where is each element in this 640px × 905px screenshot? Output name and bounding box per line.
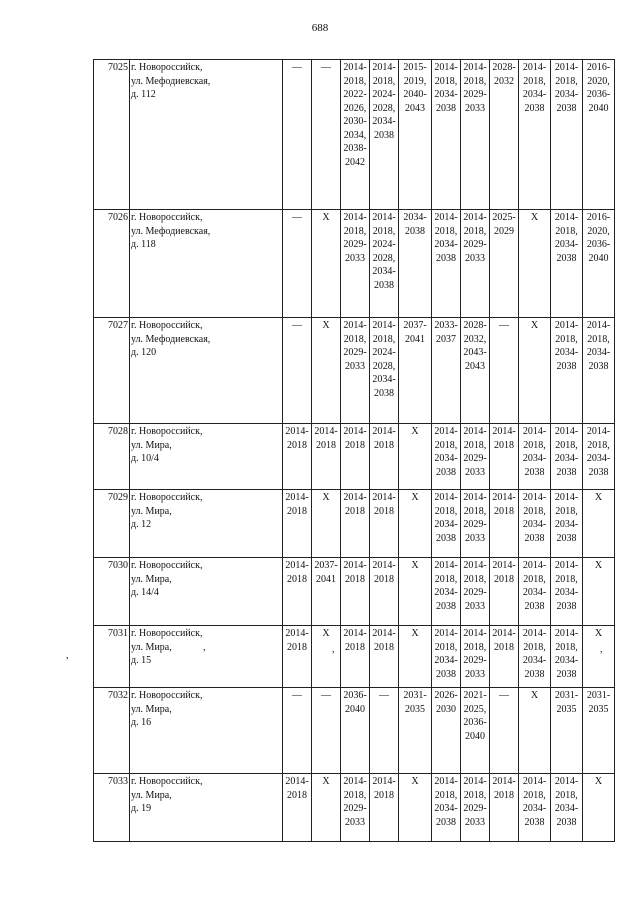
repair-period-cell: —	[283, 688, 312, 774]
repair-period-cell: Х	[399, 774, 432, 842]
repair-period-cell: 2014- 2018	[490, 490, 519, 558]
repair-period-cell: —	[283, 60, 312, 210]
repair-period-cell: 2025- 2029	[490, 210, 519, 318]
address-comma-mark: ,	[203, 642, 206, 653]
repair-period-cell: 2016- 2020, 2036- 2040	[583, 60, 615, 210]
repair-period-cell: 2014- 2018, 2034- 2038	[583, 318, 615, 424]
repair-period-cell: 2014- 2018, 2029- 2033	[341, 210, 370, 318]
table-row	[94, 60, 615, 210]
repair-period-cell: 2026- 2030	[432, 688, 461, 774]
repair-period-cell: 2014- 2018	[490, 558, 519, 626]
repair-period-cell: Х	[583, 774, 615, 842]
row-number: 7032	[94, 688, 130, 774]
row-number: 7028	[94, 424, 130, 490]
repair-period-cell: 2014- 2018, 2034- 2038	[551, 558, 583, 626]
repair-period-cell: 2014- 2018, 2034- 2038	[551, 318, 583, 424]
repair-period-cell: 2014- 2018, 2034- 2038	[432, 60, 461, 210]
repair-period-cell: Х	[519, 318, 551, 424]
repair-period-cell: 2014- 2018, 2029- 2033	[341, 318, 370, 424]
address-cell: г. Новороссийск, ул. Мира, д. 19	[130, 774, 283, 842]
repair-period-cell: 2014- 2018, 2034- 2038	[551, 60, 583, 210]
repair-period-cell: 2028- 2032	[490, 60, 519, 210]
repair-period-cell: 2014- 2018, 2024- 2028, 2034- 2038	[370, 60, 399, 210]
repair-period-cell: 2014- 2018, 2022- 2026, 2030- 2034, 2038- 2042	[341, 60, 370, 210]
repair-period-cell: 2014- 2018, 2034- 2038	[432, 490, 461, 558]
table-row	[94, 626, 615, 688]
cell-comma-mark: ,	[332, 644, 335, 655]
repair-period-cell: 2014- 2018, 2034- 2038	[551, 490, 583, 558]
repair-period-cell: Х	[399, 424, 432, 490]
repair-period-cell: 2014- 2018, 2024- 2028, 2034- 2038	[370, 318, 399, 424]
repair-period-cell: 2014- 2018, 2034- 2038	[519, 774, 551, 842]
repair-period-cell: —	[283, 210, 312, 318]
address-cell: г. Новороссийск, ул. Мира, д. 12	[130, 490, 283, 558]
repair-period-cell: 2014- 2018	[370, 626, 399, 688]
repair-period-cell: 2031- 2035	[399, 688, 432, 774]
repair-period-cell: 2014- 2018, 2034- 2038	[519, 60, 551, 210]
repair-period-cell: 2014- 2018, 2034- 2038	[519, 424, 551, 490]
table-row	[94, 210, 615, 318]
repair-period-cell: —	[312, 688, 341, 774]
repair-period-cell: Х	[399, 490, 432, 558]
repair-period-cell: 2014- 2018, 2034- 2038	[519, 490, 551, 558]
table-row	[94, 774, 615, 842]
row-number: 7027	[94, 318, 130, 424]
repair-period-cell: 2014- 2018	[283, 558, 312, 626]
table-row	[94, 490, 615, 558]
repair-period-cell: 2014- 2018, 2034- 2038	[551, 774, 583, 842]
repair-period-cell: —	[490, 318, 519, 424]
address-cell: г. Новороссийск, ул. Мира, д. 10/4	[130, 424, 283, 490]
address-cell: г. Новороссийск, ул. Мефодиевская, д. 112	[130, 60, 283, 210]
repair-period-cell: 2014- 2018, 2034- 2038	[551, 210, 583, 318]
repair-period-cell: 2014- 2018, 2034- 2038	[432, 626, 461, 688]
repair-period-cell: Х	[519, 688, 551, 774]
repair-period-cell: 2014- 2018	[283, 774, 312, 842]
table-row	[94, 688, 615, 774]
repair-period-cell: 2014- 2018, 2034- 2038	[432, 210, 461, 318]
repair-period-cell: Х	[312, 318, 341, 424]
repair-period-cell: 2014- 2018, 2029- 2033	[461, 558, 490, 626]
repair-period-cell: 2014- 2018, 2029- 2033	[461, 626, 490, 688]
repair-period-cell: 2014- 2018, 2034- 2038	[432, 424, 461, 490]
address-cell: г. Новороссийск, ул. Мефодиевская, д. 120	[130, 318, 283, 424]
repair-period-cell: 2014- 2018, 2029- 2033	[461, 424, 490, 490]
repair-period-cell: Х	[399, 626, 432, 688]
repair-period-cell: 2014- 2018	[341, 626, 370, 688]
repair-period-cell: —	[312, 60, 341, 210]
repair-period-cell: 2031- 2035	[551, 688, 583, 774]
repair-period-cell: —	[370, 688, 399, 774]
repair-period-cell: Х	[583, 626, 615, 688]
row-number: 7031	[94, 626, 130, 688]
row-number: 7026	[94, 210, 130, 318]
repair-period-cell: 2036- 2040	[341, 688, 370, 774]
row-number: 7029	[94, 490, 130, 558]
repair-period-cell: 2033- 2037	[432, 318, 461, 424]
repair-period-cell: 2021- 2025, 2036- 2040	[461, 688, 490, 774]
table-row	[94, 318, 615, 424]
row-number: 7030	[94, 558, 130, 626]
repair-period-cell: Х	[312, 490, 341, 558]
margin-comma-mark: ,	[66, 650, 69, 661]
repair-period-cell: —	[283, 318, 312, 424]
repair-period-cell: —	[490, 688, 519, 774]
table-row	[94, 424, 615, 490]
repair-period-cell: 2014- 2018	[370, 424, 399, 490]
repair-period-cell: Х	[583, 490, 615, 558]
edge-comma-mark: ,	[600, 644, 603, 655]
row-number: 7025	[94, 60, 130, 210]
repair-period-cell: Х	[519, 210, 551, 318]
repair-period-cell: 2014- 2018	[283, 424, 312, 490]
repair-period-cell: 2014- 2018	[490, 424, 519, 490]
housing-repair-table	[93, 59, 615, 842]
address-cell: г. Новороссийск, ул. Мира, д. 14/4	[130, 558, 283, 626]
repair-period-cell: 2014- 2018	[283, 626, 312, 688]
repair-period-cell: Х	[312, 626, 341, 688]
repair-period-cell: 2014- 2018, 2034- 2038	[583, 424, 615, 490]
address-cell: г. Новороссийск, ул. Мефодиевская, д. 118	[130, 210, 283, 318]
repair-period-cell: Х	[399, 558, 432, 626]
repair-period-cell: 2015- 2019, 2040- 2043	[399, 60, 432, 210]
repair-period-cell: 2037- 2041	[312, 558, 341, 626]
repair-period-cell: 2014- 2018, 2034- 2038	[551, 424, 583, 490]
repair-period-cell: 2014- 2018	[341, 424, 370, 490]
repair-period-cell: 2014- 2018, 2029- 2033	[461, 60, 490, 210]
repair-period-cell: 2014- 2018	[283, 490, 312, 558]
repair-period-cell: 2014- 2018	[490, 774, 519, 842]
repair-period-cell: 2028- 2032, 2043- 2043	[461, 318, 490, 424]
repair-period-cell: 2014- 2018	[490, 626, 519, 688]
repair-period-cell: 2014- 2018, 2034- 2038	[432, 774, 461, 842]
repair-period-cell: 2014- 2018, 2034- 2038	[551, 626, 583, 688]
repair-period-cell: 2014- 2018, 2029- 2033	[461, 774, 490, 842]
repair-period-cell: 2014- 2018	[312, 424, 341, 490]
repair-period-cell: 2016- 2020, 2036- 2040	[583, 210, 615, 318]
repair-period-cell: 2014- 2018	[370, 774, 399, 842]
repair-period-cell: 2014- 2018, 2034- 2038	[432, 558, 461, 626]
row-number: 7033	[94, 774, 130, 842]
repair-period-cell: 2014- 2018	[341, 558, 370, 626]
repair-period-cell: 2014- 2018	[370, 490, 399, 558]
repair-period-cell: 2014- 2018, 2029- 2033	[341, 774, 370, 842]
repair-period-cell: 2037- 2041	[399, 318, 432, 424]
repair-period-cell: 2034- 2038	[399, 210, 432, 318]
repair-period-cell: 2014- 2018, 2029- 2033	[461, 210, 490, 318]
repair-period-cell: 2014- 2018, 2034- 2038	[519, 626, 551, 688]
repair-period-cell: 2014- 2018, 2024- 2028, 2034- 2038	[370, 210, 399, 318]
repair-period-cell: Х	[312, 774, 341, 842]
repair-period-cell: 2014- 2018, 2034- 2038	[519, 558, 551, 626]
repair-period-cell: 2014- 2018	[341, 490, 370, 558]
repair-period-cell: 2014- 2018, 2029- 2033	[461, 490, 490, 558]
repair-period-cell: 2014- 2018	[370, 558, 399, 626]
repair-period-cell: Х	[312, 210, 341, 318]
address-cell: г. Новороссийск, ул. Мира, д. 15	[130, 626, 283, 688]
page-number: 688	[311, 22, 329, 34]
address-cell: г. Новороссийск, ул. Мира, д. 16	[130, 688, 283, 774]
repair-period-cell: 2031- 2035	[583, 688, 615, 774]
repair-period-cell: Х	[583, 558, 615, 626]
table-row	[94, 558, 615, 626]
